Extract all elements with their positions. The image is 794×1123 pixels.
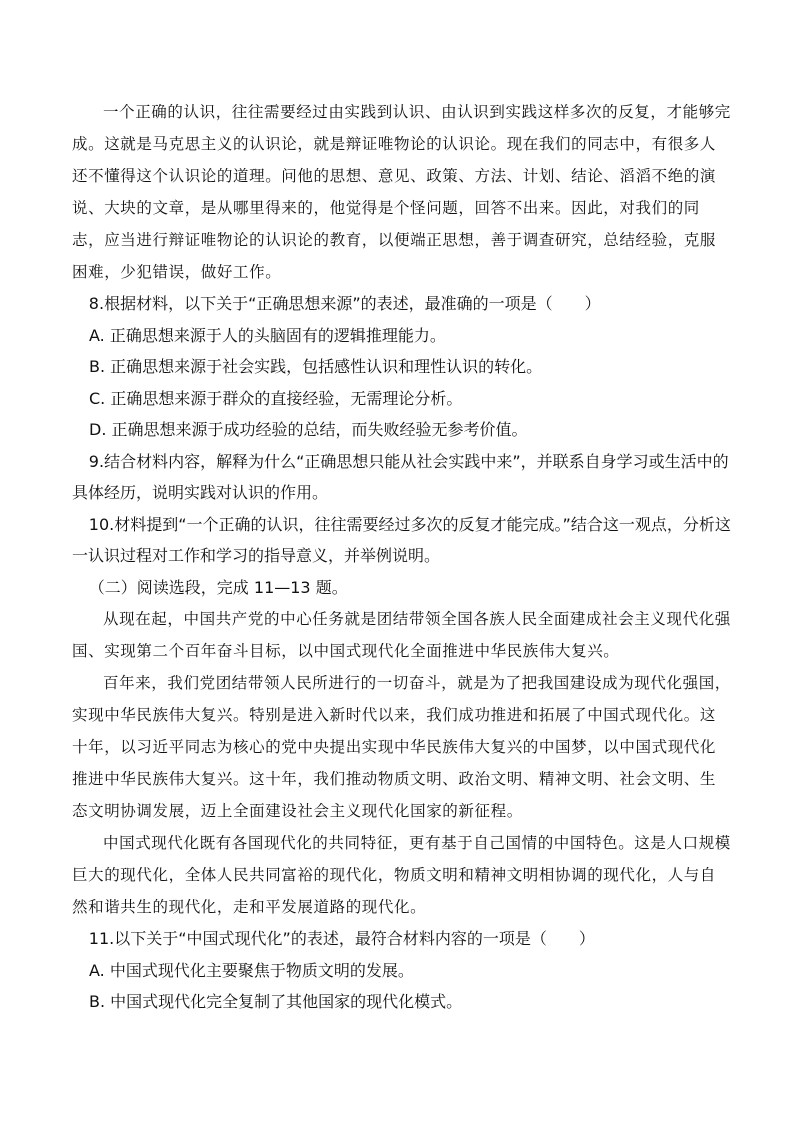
question-9 xyxy=(72,446,732,509)
question-stem: 11.以下关于“中国式现代化”的表述，最符合材料内容的一项是（ ） xyxy=(88,929,595,948)
question-stem: 9.结合材料内容，解释为什么“正确思想只能从社会实践中来”，并联系自身学习或生活中的具体经历，说明实践对认识的作用。 xyxy=(72,451,729,502)
question-8 xyxy=(72,288,732,446)
passage-paragraph: 从现在起，中国共产党的中心任务就是团结带领全国各族人民全面建成社会主义现代化强国、实现第二个百年奋斗目标，以中国式现代化全面推进中华民族伟大复兴。 xyxy=(72,610,731,660)
option-a: A. 正确思想来源于人的头脑固有的逻辑推理能力。 xyxy=(89,325,446,345)
reading-passage-1 xyxy=(72,96,732,288)
passage-paragraph: 中国式现代化既有各国现代化的共同特征，更有基于自己国情的中国特色。这是人口规模巨大的现代化，全体人民共同富裕的现代化，物质文明和精神文明相协调的现代化，人与自然和谐共生的现代化，走和平发展道路的现代化。 xyxy=(72,834,731,916)
passage-paragraph: 百年来，我们党团结带领人民所进行的一切奋斗，就是为了把我国建设成为现代化强国，实现中华民族伟大复兴。特别是进入新时代以来，我们成功推进和拓展了中国式现代化。这十年，以习近平同志为核心的党中央提出实现中华民族伟大复兴的中国梦，以中国式现代化推进中华民族伟大复兴。这十年，我们推动物质文明、政治文明、精神文明、社会文明、生态文明协调发展，迈上全面建设社会主义现代化国家的新征程。 xyxy=(72,674,731,820)
option-d: D. 正确思想来源于成功经验的总结，而失败经验无参考价值。 xyxy=(89,420,528,439)
option-c: C. 正确思想来源于群众的直接经验，无需理论分析。 xyxy=(89,388,463,408)
option-b: B. 中国式现代化完全复制了其他国家的现代化模式。 xyxy=(89,992,463,1011)
section-heading: （二）阅读选段，完成 11—13 题。 xyxy=(88,577,348,597)
question-10 xyxy=(72,509,732,572)
page-content xyxy=(72,96,732,1018)
question-11 xyxy=(72,923,732,1018)
passage-paragraph: 一个正确的认识，往往需要经过由实践到认识、由认识到实践这样多次的反复，才能够完成。这就是马克思主义的认识论，就是辩证唯物论的认识论。现在我们的同志中，有很多人还不懂得这个认识论的道理。问他的思想、意见、政策、方法、计划、结论、滔滔不绝的演说、大块的文章，是从哪里得来的，他觉得是个怪问题，回答不出来。因此，对我们的同志，应当进行辩证唯物论的认识论的教育，以便端正思想，善于调查研究，总结经验，克服困难，少犯错误，做好工作。 xyxy=(72,103,731,281)
reading-passage-2 xyxy=(72,603,732,923)
question-stem: 10.材料提到“一个正确的认识，往往需要经过多次的反复才能完成。”结合这一观点，分析这一认识过程对工作和学习的指导意义，并举例说明。 xyxy=(72,514,731,565)
option-a: A. 中国式现代化主要聚焦于物质文明的发展。 xyxy=(89,960,414,980)
question-stem: 8.根据材料，以下关于“正确思想来源”的表述，最准确的一项是（ ） xyxy=(88,294,601,313)
option-b: B. 正确思想来源于社会实践，包括感性认识和理性认识的转化。 xyxy=(89,357,543,376)
